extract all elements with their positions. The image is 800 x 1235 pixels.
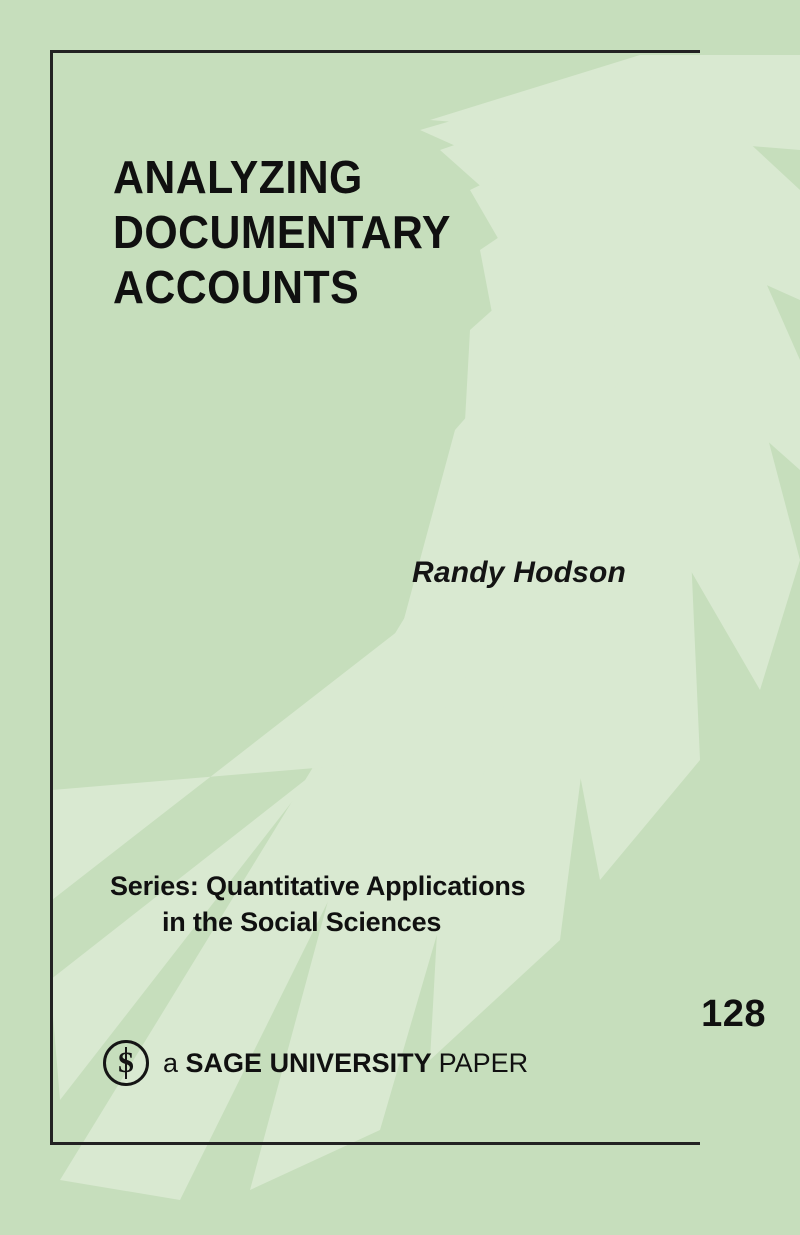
title-line-1: ANALYZING [113, 151, 363, 203]
author-name: Randy Hodson [412, 556, 627, 589]
footer-prefix: a [163, 1047, 186, 1078]
series-line-2: in the Social Sciences [162, 907, 442, 937]
sage-logo-letter: S [117, 1046, 135, 1079]
series-number: 128 [701, 993, 766, 1035]
footer-university: UNIVERSITY [269, 1047, 439, 1078]
sage-logo-icon [103, 1040, 149, 1086]
title-line-2: DOCUMENTARY [113, 206, 451, 258]
book-title [113, 150, 673, 315]
footer-paper: PAPER [438, 1047, 529, 1078]
series-title [110, 868, 670, 940]
series-line-1: Series: Quantitative Applications [110, 871, 526, 901]
footer-sage: SAGE [185, 1047, 270, 1078]
title-line-3: ACCOUNTS [113, 261, 360, 313]
publisher-line [163, 1048, 528, 1079]
publisher-footer [103, 1040, 528, 1086]
